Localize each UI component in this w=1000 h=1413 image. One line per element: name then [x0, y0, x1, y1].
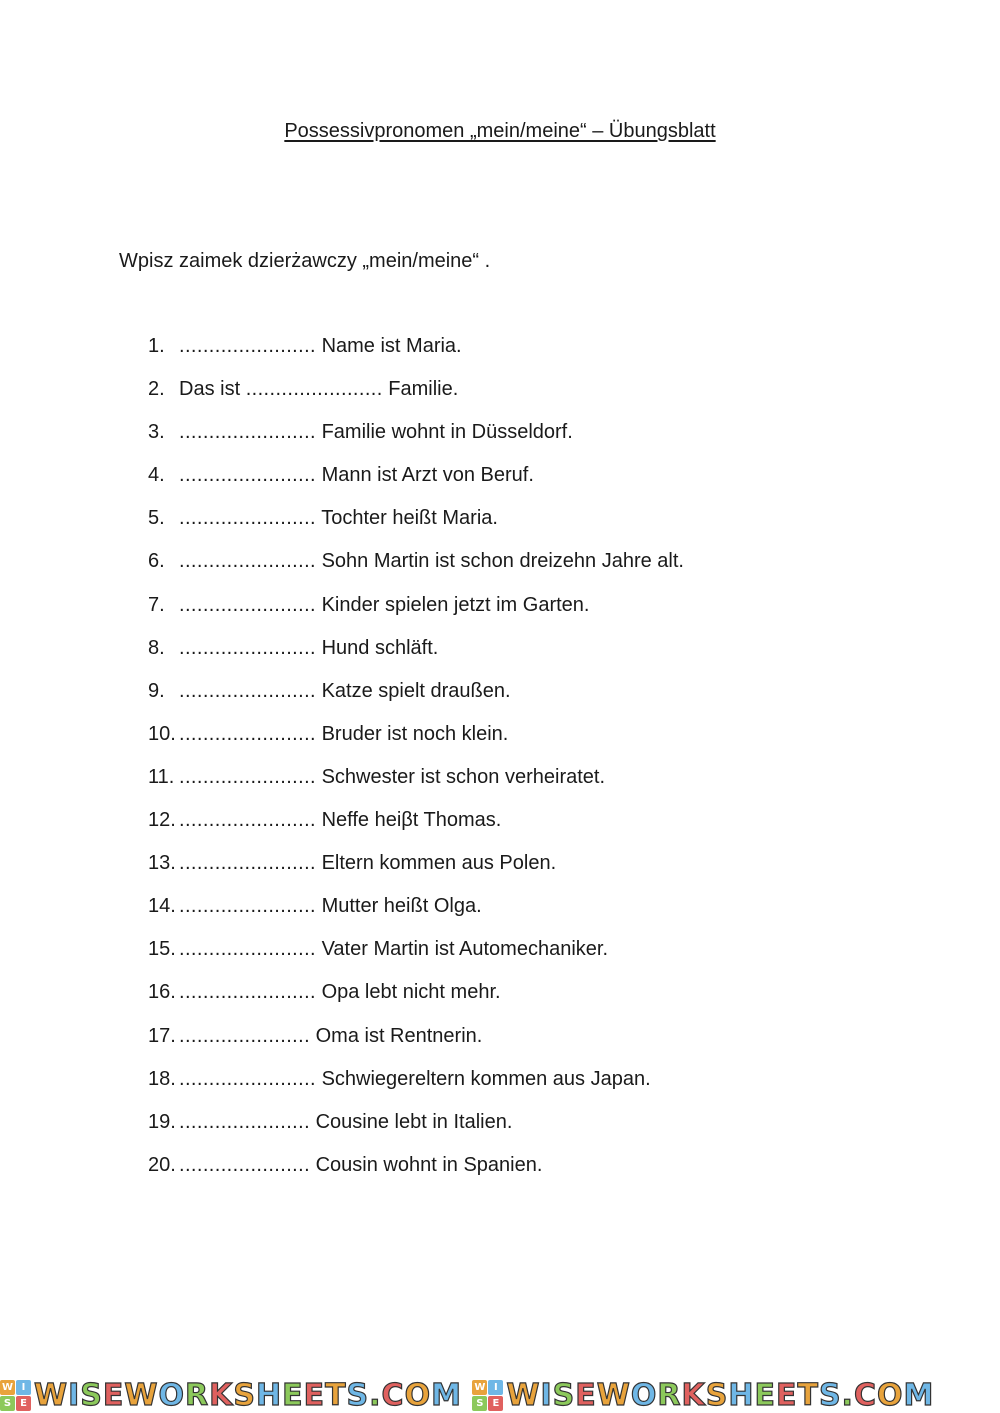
exercise-number: 13.: [148, 852, 176, 875]
exercise-number: 3.: [148, 421, 165, 444]
exercise-item: [148, 464, 684, 507]
exercise-list: [148, 335, 684, 1197]
answer-blank[interactable]: .......................: [179, 421, 317, 444]
answer-blank[interactable]: .......................: [179, 765, 317, 788]
exercise-number: 18.: [148, 1067, 176, 1090]
exercise-number: 19.: [148, 1110, 176, 1133]
exercise-sentence: Sohn Martin ist schon dreizehn Jahre alt.: [316, 550, 684, 573]
wise-logo-icon: W I S E: [0, 1380, 31, 1411]
answer-blank[interactable]: .......................: [179, 593, 317, 616]
answer-blank[interactable]: ......................: [179, 1110, 311, 1133]
exercise-number: 5.: [148, 507, 165, 530]
exercise-sentence: Vater Martin ist Automechaniker.: [316, 938, 608, 961]
exercise-number: 6.: [148, 550, 165, 573]
answer-blank[interactable]: .......................: [245, 378, 383, 401]
exercise-number: 14.: [148, 895, 176, 918]
exercise-item: [148, 550, 684, 593]
answer-blank[interactable]: .......................: [179, 464, 317, 487]
exercise-item: [148, 378, 684, 421]
exercise-sentence: Familie wohnt in Düsseldorf.: [316, 421, 573, 444]
answer-blank[interactable]: .......................: [179, 809, 317, 832]
exercise-sentence: Tochter heißt Maria.: [316, 507, 498, 530]
exercise-item: [148, 680, 684, 723]
answer-blank[interactable]: .......................: [179, 895, 317, 918]
exercise-number: 8.: [148, 636, 165, 659]
brand-watermark: [472, 1378, 934, 1413]
exercise-sentence: Schwiegereltern kommen aus Japan.: [316, 1067, 651, 1090]
exercise-sentence: Familie.: [382, 378, 459, 401]
answer-blank[interactable]: .......................: [179, 722, 317, 745]
exercise-number: 10.: [148, 722, 176, 745]
exercise-sentence: Neffe heiβt Thomas.: [316, 809, 502, 832]
exercise-item: [148, 809, 684, 852]
exercise-item: [148, 594, 684, 637]
brand-watermark: [0, 1378, 462, 1413]
exercise-number: 2.: [148, 378, 165, 401]
exercise-sentence: Cousine lebt in Italien.: [310, 1110, 513, 1133]
exercise-sentence: Mutter heißt Olga.: [316, 895, 482, 918]
exercise-sentence: Kinder spielen jetzt im Garten.: [316, 593, 590, 616]
exercise-item: [148, 421, 684, 464]
exercise-number: 7.: [148, 593, 165, 616]
brand-text: WISEWORKSHEETS.COM: [34, 1378, 462, 1413]
exercise-sentence: Bruder ist noch klein.: [316, 722, 509, 745]
exercise-number: 11.: [148, 765, 175, 788]
exercise-sentence: Hund schläft.: [316, 636, 439, 659]
wise-logo-icon: W I S E: [472, 1380, 503, 1411]
exercise-item: [148, 1068, 684, 1111]
exercise-item: [148, 1111, 684, 1154]
answer-blank[interactable]: ......................: [179, 1024, 311, 1047]
exercise-item: [148, 895, 684, 938]
exercise-number: 1.: [148, 335, 165, 357]
exercise-item: [148, 852, 684, 895]
exercise-sentence: Mann ist Arzt von Beruf.: [316, 464, 534, 487]
exercise-number: 17.: [148, 1024, 176, 1047]
exercise-item: [148, 1154, 684, 1197]
exercise-sentence: Oma ist Rentnerin.: [310, 1024, 483, 1047]
exercise-item: [148, 981, 684, 1024]
exercise-number: 20.: [148, 1153, 176, 1176]
exercise-number: 15.: [148, 938, 176, 961]
exercise-item: [148, 766, 684, 809]
exercise-sentence: Schwester ist schon verheiratet.: [316, 765, 606, 788]
answer-blank[interactable]: .......................: [179, 852, 317, 875]
exercise-number: 12.: [148, 809, 176, 832]
exercise-sentence: Cousin wohnt in Spanien.: [310, 1153, 543, 1176]
answer-blank[interactable]: .......................: [179, 550, 317, 573]
exercise-sentence: Eltern kommen aus Polen.: [316, 852, 557, 875]
exercise-item: [148, 723, 684, 766]
exercise-number: 4.: [148, 464, 165, 487]
exercise-item: [148, 335, 684, 378]
exercise-sentence: Name ist Maria.: [316, 335, 462, 357]
footer-watermark: [0, 1377, 1000, 1413]
exercise-number: 9.: [148, 679, 165, 702]
answer-blank[interactable]: .......................: [179, 981, 317, 1004]
exercise-number: 16.: [148, 981, 176, 1004]
instruction-text: Wpisz zaimek dzierżawczy „mein/meine“ .: [119, 250, 491, 272]
answer-blank[interactable]: .......................: [179, 335, 317, 357]
exercise-item: [148, 938, 684, 981]
exercise-item: [148, 507, 684, 550]
exercise-sentence: Opa lebt nicht mehr.: [316, 981, 501, 1004]
answer-blank[interactable]: .......................: [179, 636, 317, 659]
answer-blank[interactable]: .......................: [179, 938, 317, 961]
exercise-item: [148, 637, 684, 680]
exercise-prefix: Das ist: [179, 378, 246, 401]
exercise-sentence: Katze spielt draußen.: [316, 679, 511, 702]
brand-text: WISEWORKSHEETS.COM: [506, 1378, 935, 1413]
answer-blank[interactable]: .......................: [179, 1067, 317, 1090]
answer-blank[interactable]: .......................: [179, 507, 317, 530]
answer-blank[interactable]: .......................: [179, 679, 317, 702]
answer-blank[interactable]: ......................: [179, 1153, 311, 1176]
exercise-item: [148, 1025, 684, 1068]
worksheet-title: Possessivpronomen „mein/meine“ – Übungsblatt: [284, 120, 716, 142]
